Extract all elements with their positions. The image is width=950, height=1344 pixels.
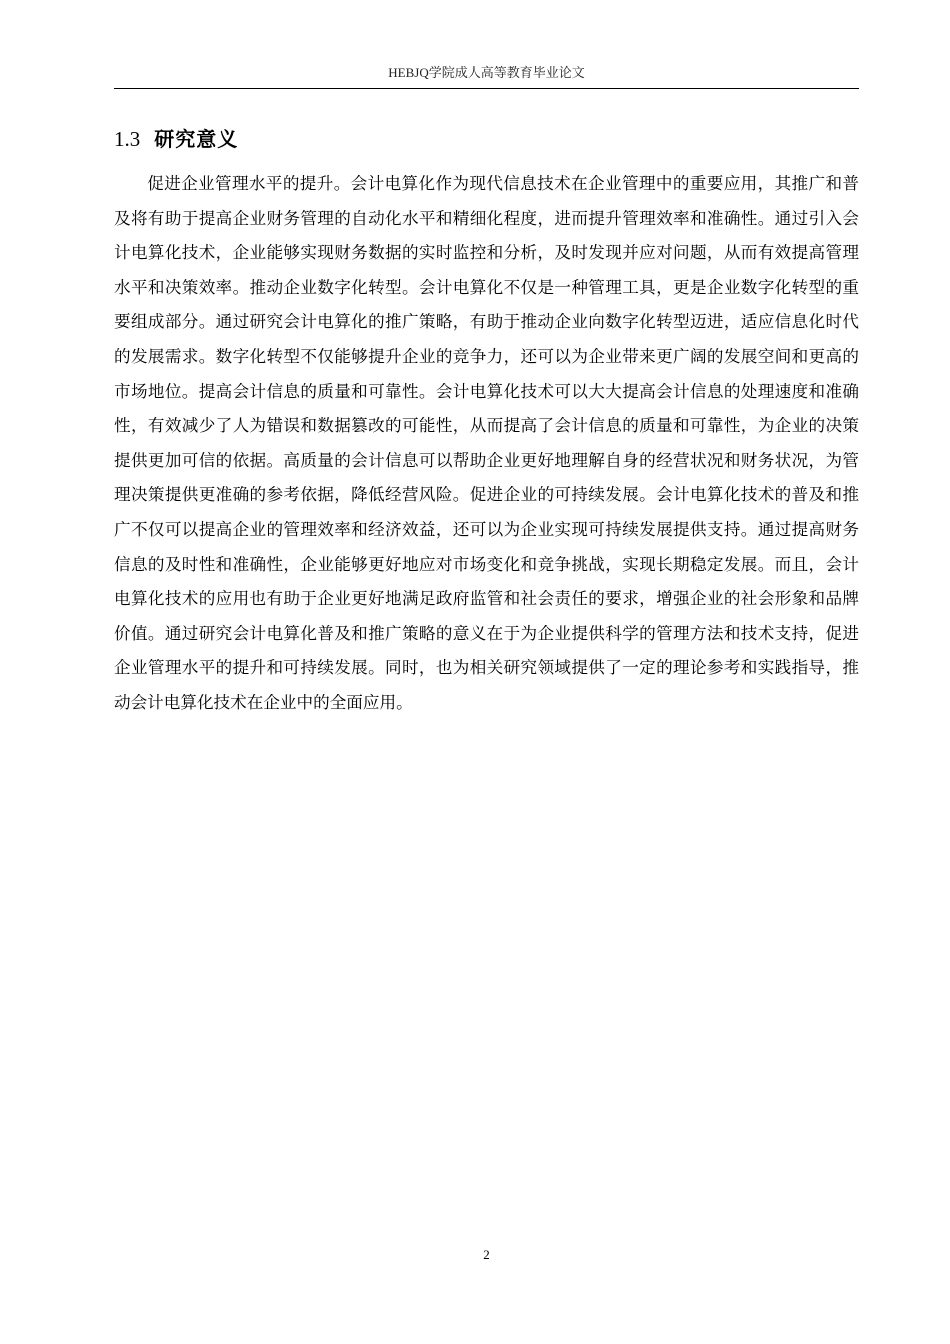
header-divider [114,88,859,89]
page-number: 2 [483,1247,490,1262]
body-paragraph: 促进企业管理水平的提升。会计电算化作为现代信息技术在企业管理中的重要应用，其推广和普及将有助于提高企业财务管理的自动化水平和精细化程度，进而提升管理效率和准确性。通过引入会计电算化技术，企业能够实现财务数据的实时监控和分析，及时发现并应对问题，从而有效提高管理水平和决策效率。推动企业数字化转型。会计电算化不仅是一种管理工具，更是企业数字化转型的重要组成部分。通过研究会计电算化的推广策略，有助于推动企业向数字化转型迈进，适应信息化时代的发展需求。数字化转型不仅能够提升企业的竞争力，还可以为企业带来更广阔的发展空间和更高的市场地位。提高会计信息的质量和可靠性。会计电算化技术可以大大提高会计信息的处理速度和准确性，有效减少了人为错误和数据篡改的可能性，从而提高了会计信息的质量和可靠性，为企业的决策提供更加可信的依据。高质量的会计信息可以帮助企业更好地理解自身的经营状况和财务状况，为管理决策提供更准确的参考依据，降低经营风险。促进企业的可持续发展。会计电算化技术的普及和推广不仅可以提高企业的管理效率和经济效益，还可以为企业实现可持续发展提供支持。通过提高财务信息的及时性和准确性，企业能够更好地应对市场变化和竞争挑战，实现长期稳定发展。而且，会计电算化技术的应用也有助于企业更好地满足政府监管和社会责任的要求，增强企业的社会形象和品牌价值。通过研究会计电算化普及和推广策略的意义在于为企业提供科学的管理方法和技术支持，促进企业管理水平的提升和可持续发展。同时，也为相关研究领域提供了一定的理论参考和实践指导，推动会计电算化技术在企业中的全面应用。 [114,174,859,712]
section-heading [114,124,238,154]
section-number: 1.3 [114,127,141,151]
running-header: HEBJQ学院成人高等教育毕业论文 [388,65,585,80]
section-title: 研究意义 [154,127,239,151]
